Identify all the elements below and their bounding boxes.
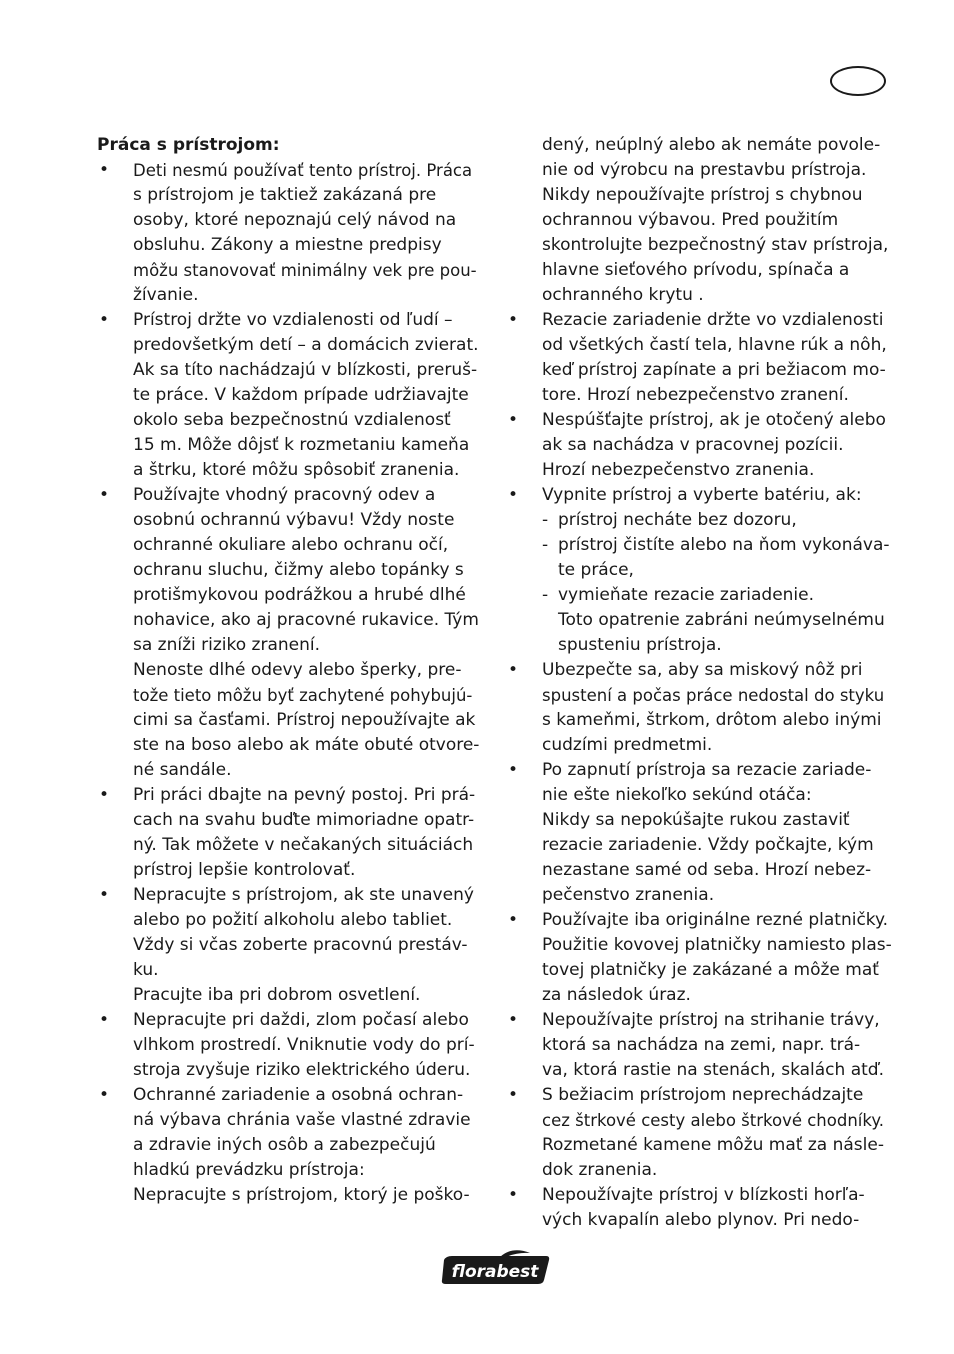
line-text: keď prístroj zapínate a pri bežiacom mo- bbox=[542, 360, 886, 380]
bullet-icon: • bbox=[508, 1085, 519, 1105]
text-line bbox=[97, 558, 481, 583]
line-text: cimi sa časťami. Prístroj nepoužívajte ak bbox=[133, 710, 476, 730]
text-line bbox=[506, 208, 892, 233]
text-line bbox=[506, 1083, 892, 1108]
text-line bbox=[97, 233, 481, 258]
text-line bbox=[97, 933, 481, 958]
line-text: ochranu sluchu, čižmy alebo topánky s bbox=[133, 560, 464, 580]
bullet-icon: • bbox=[508, 310, 519, 330]
line-text: ak sa nachádza v pracovnej pozícii. bbox=[542, 435, 844, 455]
text-line bbox=[506, 833, 892, 858]
line-text: môžu stanovovať minimálny vek pre pou- bbox=[133, 261, 477, 280]
text-line bbox=[506, 333, 892, 358]
text-line bbox=[97, 1108, 481, 1133]
line-text: Používajte vhodný pracovný odev a bbox=[133, 485, 436, 505]
line-text: Nepoužívajte prístroj v blízkosti horľa- bbox=[542, 1185, 865, 1205]
line-text: osoby, ktoré nepoznajú celý návod na bbox=[133, 210, 457, 230]
bullet-icon: • bbox=[99, 885, 110, 905]
line-text: Hrozí nebezpečenstvo zranenia. bbox=[542, 460, 815, 480]
line-text: Rezacie zariadenie držte vo vzdialenosti bbox=[542, 310, 884, 330]
text-line bbox=[97, 1133, 481, 1158]
text-line bbox=[97, 433, 481, 458]
text-line bbox=[506, 133, 892, 158]
text-line bbox=[506, 883, 892, 908]
line-text: dok zranenia. bbox=[542, 1160, 658, 1180]
line-text: nie ešte niekoľko sekúnd otáča: bbox=[542, 785, 812, 805]
text-line bbox=[97, 733, 481, 758]
line-text: vlhkom prostredí. Vniknutie vody do prí- bbox=[133, 1035, 475, 1055]
text-line bbox=[506, 1158, 892, 1183]
line-text: prístroj čistíte alebo na ňom vykonáva- bbox=[558, 535, 890, 555]
bullet-icon: • bbox=[99, 310, 110, 330]
line-text: žívanie. bbox=[133, 285, 199, 305]
line-text: osobnú ochrannú výbavu! Vždy noste bbox=[133, 510, 455, 530]
text-line bbox=[506, 508, 892, 533]
bullet-icon: • bbox=[99, 160, 110, 180]
text-line bbox=[97, 808, 481, 833]
line-text: ochranného krytu . bbox=[542, 285, 704, 305]
bullet-icon: • bbox=[508, 410, 519, 430]
line-text: predovšetkým detí – a domácich zvierat. bbox=[133, 335, 479, 355]
text-line bbox=[97, 1183, 481, 1208]
text-line bbox=[506, 933, 892, 958]
text-line bbox=[506, 308, 892, 333]
line-text: obsluhu. Zákony a miestne predpisy bbox=[133, 235, 442, 255]
line-text: Po zapnutí prístroja sa rezacie zariade- bbox=[542, 760, 872, 780]
text-line bbox=[506, 858, 892, 883]
text-line bbox=[506, 458, 892, 483]
line-text: Prístroj držte vo vzdialenosti od ľudí – bbox=[133, 310, 453, 330]
line-text: Ochranné zariadenie a osobná ochran- bbox=[133, 1085, 464, 1105]
line-text: s prístrojom je taktiež zakázaná pre bbox=[133, 185, 437, 205]
text-line bbox=[97, 883, 481, 908]
text-line bbox=[97, 858, 481, 883]
bullet-icon: • bbox=[508, 910, 519, 930]
text-line bbox=[97, 983, 481, 1008]
line-text: nie od výrobcu na prestavbu prístroja. bbox=[542, 160, 867, 180]
line-text: vymieňate rezacie zariadenie. bbox=[558, 585, 815, 605]
text-line bbox=[97, 958, 481, 983]
text-line bbox=[97, 783, 481, 808]
line-text: te práce. V každom prípade udržiavajte bbox=[133, 385, 469, 405]
line-text: Vypnite prístroj a vyberte batériu, ak: bbox=[542, 485, 862, 505]
line-text: protišmykovou podrážkou a hrubé dlhé bbox=[133, 585, 466, 605]
line-text: te práce, bbox=[558, 560, 634, 580]
text-line bbox=[506, 258, 892, 283]
text-line bbox=[506, 1058, 892, 1083]
line-text: hlavne sieťového prívodu, spínača a bbox=[542, 260, 850, 280]
bullet-icon: • bbox=[508, 1010, 519, 1030]
bullet-icon: • bbox=[508, 760, 519, 780]
line-text: Nepracujte s prístrojom, ktorý je poško- bbox=[133, 1185, 470, 1205]
text-line bbox=[506, 183, 892, 208]
text-line bbox=[97, 483, 481, 508]
text-line bbox=[506, 558, 892, 583]
line-text: ktorá sa nachádza na zemi, napr. trá- bbox=[542, 1035, 861, 1055]
text-line bbox=[506, 533, 892, 558]
text-line bbox=[97, 633, 481, 658]
line-text: skontrolujte bezpečnostný stav prístroja, bbox=[542, 235, 889, 255]
line-text: pečenstvo zranenia. bbox=[542, 885, 715, 905]
text-line bbox=[506, 1208, 892, 1233]
line-text: s kameňmi, štrkom, drôtom alebo inými bbox=[542, 710, 882, 730]
line-text: dený, neúplný alebo ak nemáte povole- bbox=[542, 135, 881, 155]
line-text: né sandále. bbox=[133, 760, 232, 780]
line-text: Nikdy sa nepokúšajte rukou zastaviť bbox=[542, 810, 850, 830]
line-text: spusteniu prístroja. bbox=[558, 635, 722, 655]
text-line bbox=[506, 983, 892, 1008]
text-line bbox=[506, 733, 892, 758]
line-text: ochranné okuliare alebo ochranu očí, bbox=[133, 535, 449, 555]
line-text: Nikdy nepoužívajte prístroj s chybnou bbox=[542, 185, 863, 205]
left-column bbox=[97, 133, 481, 1208]
language-badge-oval bbox=[830, 66, 886, 96]
text-line bbox=[506, 1108, 892, 1133]
text-line bbox=[506, 583, 892, 608]
text-line bbox=[97, 408, 481, 433]
dash-marker: - bbox=[542, 585, 549, 605]
line-text: spustení a počas práce nedostal do styku bbox=[542, 686, 885, 705]
bullet-icon: • bbox=[99, 1010, 110, 1030]
text-line bbox=[506, 758, 892, 783]
line-text: cach na svahu buďte mimoriadne opatr- bbox=[133, 810, 475, 830]
line-text: prístroj lepšie kontrolovať. bbox=[133, 860, 356, 880]
line-text: Pracujte iba pri dobrom osvetlení. bbox=[133, 985, 421, 1005]
line-text: a zdravie iných osôb a zabezpečujú bbox=[133, 1135, 436, 1155]
text-line bbox=[97, 508, 481, 533]
dash-marker: - bbox=[542, 510, 549, 530]
section-heading bbox=[97, 133, 481, 158]
bullet-icon: • bbox=[99, 785, 110, 805]
text-line bbox=[97, 833, 481, 858]
line-text: ste na boso alebo ak máte obuté otvore- bbox=[133, 735, 480, 755]
logo-text: florabest bbox=[451, 1262, 539, 1282]
text-line bbox=[506, 233, 892, 258]
line-text: ochrannou výbavou. Pred použitím bbox=[542, 210, 839, 230]
text-line bbox=[506, 358, 892, 383]
text-line bbox=[97, 258, 481, 283]
text-line bbox=[506, 958, 892, 983]
text-line bbox=[97, 1008, 481, 1033]
line-text: za následok úraz. bbox=[542, 985, 691, 1005]
line-text: Ubezpečte sa, aby sa miskový nôž pri bbox=[542, 660, 863, 680]
line-text: nezastane samé od seba. Hrozí nebez- bbox=[542, 860, 872, 880]
line-text: od všetkých častí tela, hlavne rúk a nôh, bbox=[542, 335, 887, 355]
text-line bbox=[97, 1083, 481, 1108]
text-line bbox=[97, 1033, 481, 1058]
text-line bbox=[506, 383, 892, 408]
line-text: prístroj necháte bez dozoru, bbox=[558, 510, 797, 530]
text-line bbox=[97, 333, 481, 358]
line-text: ný. Tak môžete v nečakaných situáciách bbox=[133, 835, 474, 855]
text-line bbox=[97, 308, 481, 333]
text-line bbox=[506, 608, 892, 633]
bullet-icon: • bbox=[508, 1185, 519, 1205]
text-line bbox=[97, 758, 481, 783]
line-text: tovej platničky je zakázané a môže mať bbox=[542, 960, 879, 980]
bullet-icon: • bbox=[99, 485, 110, 505]
text-line bbox=[506, 683, 892, 708]
text-line bbox=[97, 358, 481, 383]
text-line bbox=[506, 408, 892, 433]
line-text: tože tieto môžu byť zachytené pohybujú- bbox=[133, 686, 473, 705]
line-text: vých kvapalín alebo plynov. Pri nedo- bbox=[542, 1210, 860, 1230]
line-text: S bežiacim prístrojom neprechádzajte bbox=[542, 1085, 864, 1105]
line-text: sa zníži riziko zranení. bbox=[133, 635, 321, 655]
text-line bbox=[506, 483, 892, 508]
line-text: okolo seba bezpečnostnú vzdialenosť bbox=[133, 410, 451, 430]
line-text: Nepoužívajte prístroj na strihanie trávy, bbox=[542, 1010, 880, 1030]
text-line bbox=[506, 1183, 892, 1208]
line-text: Používajte iba originálne rezné platničky. bbox=[542, 910, 889, 930]
line-text: va, ktorá rastie na stenách, skalách atď. bbox=[542, 1060, 884, 1080]
bullet-icon: • bbox=[99, 1085, 110, 1105]
line-text: hladkú prevádzku prístroja: bbox=[133, 1160, 365, 1180]
line-text: Toto opatrenie zabráni neúmyselnému bbox=[558, 610, 885, 630]
line-text: a štrku, ktoré môžu spôsobiť zranenia. bbox=[133, 460, 460, 480]
line-text: Rozmetané kamene môžu mať za násle- bbox=[542, 1135, 884, 1155]
line-text: Nepracujte pri daždi, zlom počasí alebo bbox=[133, 1010, 469, 1030]
text-line bbox=[97, 458, 481, 483]
text-line bbox=[506, 1133, 892, 1158]
line-text: cez štrkové cesty alebo štrkové chodníky. bbox=[542, 1111, 884, 1130]
text-line bbox=[97, 658, 481, 683]
text-line bbox=[506, 908, 892, 933]
florabest-logo bbox=[438, 1250, 552, 1288]
line-text: 15 m. Môže dôjsť k rozmetaniu kameňa bbox=[133, 435, 470, 455]
line-text: Pri práci dbajte na pevný postoj. Pri prá- bbox=[133, 785, 476, 805]
line-text: Nespúšťajte prístroj, ak je otočený alebo bbox=[542, 410, 886, 430]
line-text: Nenoste dlhé odevy alebo šperky, pre- bbox=[133, 660, 462, 680]
line-text: ku. bbox=[133, 960, 159, 980]
line-text: Ak sa títo nachádzajú v blízkosti, preruš- bbox=[133, 360, 478, 380]
line-text: Použitie kovovej platničky namiesto plas- bbox=[542, 935, 892, 955]
line-text: alebo po požití alkoholu alebo tabliet. bbox=[133, 910, 453, 930]
line-text: cudzími predmetmi. bbox=[542, 735, 713, 755]
text-line bbox=[97, 283, 481, 308]
right-column bbox=[506, 133, 892, 1233]
line-text: stroja zvyšuje riziko elektrického úderu. bbox=[133, 1060, 471, 1080]
text-line bbox=[506, 658, 892, 683]
text-line bbox=[506, 708, 892, 733]
text-line bbox=[506, 433, 892, 458]
line-text: nohavice, ako aj pracovné rukavice. Tým bbox=[133, 610, 479, 630]
text-line bbox=[97, 183, 481, 208]
text-line bbox=[97, 583, 481, 608]
text-line bbox=[97, 608, 481, 633]
text-line bbox=[97, 533, 481, 558]
line-text: rezacie zariadenie. Vždy počkajte, kým bbox=[542, 835, 874, 855]
text-line bbox=[97, 683, 481, 708]
text-line bbox=[506, 1033, 892, 1058]
line-text: Nepracujte s prístrojom, ak ste unavený bbox=[133, 885, 474, 905]
line-text: tore. Hrozí nebezpečenstvo zranení. bbox=[542, 385, 849, 405]
text-line bbox=[506, 1008, 892, 1033]
line-text: Vždy si včas zoberte pracovnú prestáv- bbox=[133, 935, 468, 955]
text-line bbox=[506, 808, 892, 833]
text-line bbox=[506, 783, 892, 808]
text-line bbox=[97, 708, 481, 733]
line-text: Práca s prístrojom: bbox=[97, 135, 280, 155]
text-line bbox=[506, 633, 892, 658]
bullet-icon: • bbox=[508, 660, 519, 680]
dash-marker: - bbox=[542, 535, 549, 555]
bullet-icon: • bbox=[508, 485, 519, 505]
line-text: Deti nesmú používať tento prístroj. Práca bbox=[133, 161, 473, 180]
text-line bbox=[97, 158, 481, 183]
text-line bbox=[97, 908, 481, 933]
text-line bbox=[506, 158, 892, 183]
text-line bbox=[97, 1058, 481, 1083]
text-line bbox=[506, 283, 892, 308]
text-line bbox=[97, 1158, 481, 1183]
text-line bbox=[97, 208, 481, 233]
text-line bbox=[97, 383, 481, 408]
line-text: ná výbava chránia vaše vlastné zdravie bbox=[133, 1110, 471, 1130]
